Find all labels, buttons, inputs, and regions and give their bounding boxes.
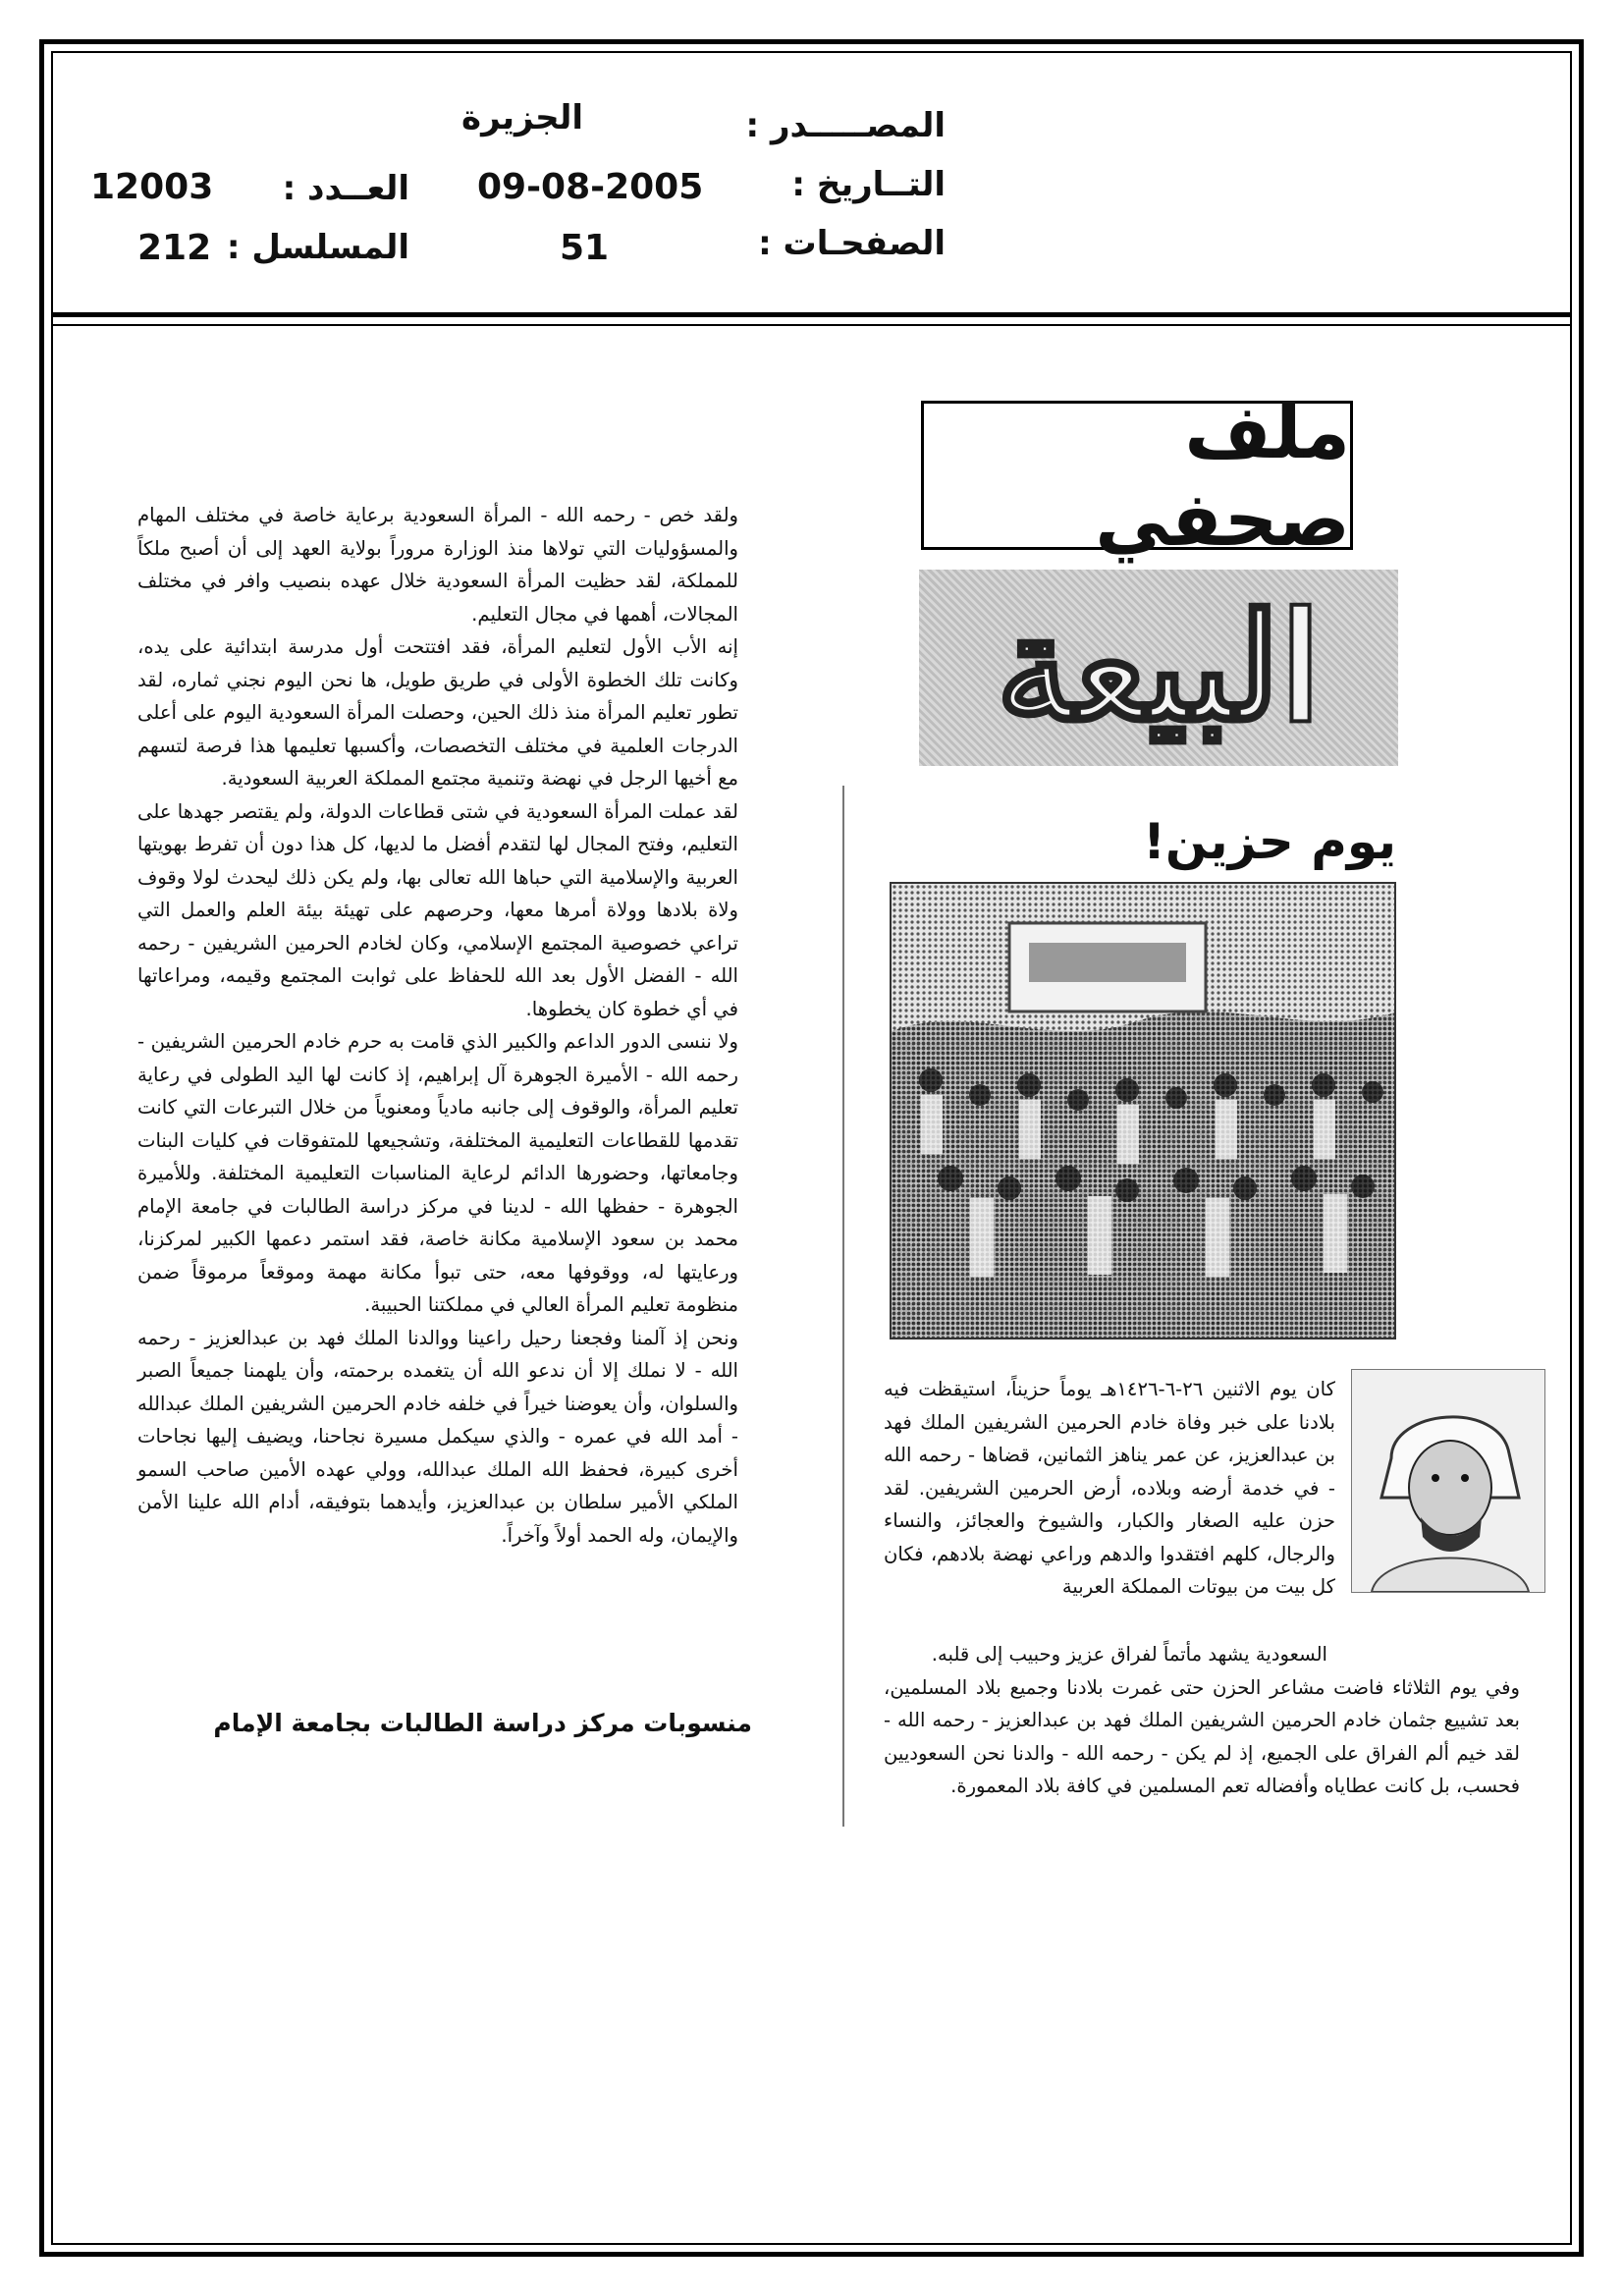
- press-file-box: [921, 388, 1353, 563]
- date-label: التــاريخ :: [791, 165, 946, 204]
- source-value: الجزيرة: [461, 98, 584, 137]
- header-divider-thin: [51, 324, 1572, 326]
- source-label: المصـــــدر :: [745, 106, 946, 145]
- date-value: 09-08-2005: [477, 167, 704, 207]
- right-article-intro: [884, 1373, 1335, 1604]
- right-article-body: [884, 1638, 1543, 1803]
- newspaper-masthead: [919, 570, 1398, 766]
- portrait-graphic: [1352, 1370, 1544, 1592]
- right-article-paragraph-2: وفي يوم الثلاثاء فاضت مشاعر الحزن حتى غمرت بلادنا وجميع بلاد المسلمين، بعد تشييع جثمان خادم الحرمين الشريفين الملك فهد بن عبدالعزيز - رحمه الله - لقد خيم ألم الفراق على الجميع، إذ لم يكن - رحمه الله - والدنا نحن السعوديين فحسب، بل كانت عطاياه وأفضاله تعم المسلمين في كافة بلاد المعمورة.: [884, 1675, 1520, 1797]
- king-portrait-photo: [1351, 1369, 1545, 1593]
- issue-label: العــدد :: [282, 169, 409, 208]
- left-article-paragraph-4: ولا ننسى الدور الداعم والكبير الذي قامت به حرم خادم الحرمين الشريفين - رحمه الله - الأميرة الجوهرة آل إبراهيم، إذ كانت لها اليد الطولى في رعاية تعليم المرأة، والوقوف إلى جانبه مادياً ومعنوياً من خلال التبرعات التي كانت تقدمها للقطاعات التعليمية المختلفة، وتشجيعها للمتفوقات في كليات البنات وجامعاتها، وحضورها الدائم لرعاية المناسبات التعليمية المختلفة. وللأميرة الجوهرة - حفظها الله - لدينا في مركز دراسة الطالبات في جامعة الإمام محمد بن سعود الإسلامية مكانة خاصة، فقد استمر دعمها الكبير لمركزنا، ورعايتها له، ووقوفها معه، حتى تبوأ مكانة مهمة وموقعاً مرموقاً ضمن منظومة تعليم المرأة العالي في مملكتنا الحبيبة.: [137, 1030, 738, 1316]
- header-divider: [51, 312, 1572, 317]
- right-article-paragraph-1-end: السعودية يشهد مأتماً لفراق عزيز وحبيب إلى قلبه.: [931, 1643, 1327, 1666]
- left-article-paragraph-2: إنه الأب الأول لتعليم المرأة، فقد افتتحت أول مدرسة ابتدائية على يده، وكانت تلك الخطوة الأولى في طريق طويل، ها نحن اليوم نجني ثماره، لقد تطور تعليم المرأة منذ ذلك الحين، وحصلت المرأة السعودية اليوم على أعلى الدرجات العلمية في مختلف التخصصات، وأكسبها تعليمها هذا فرصة لتسهم مع أخيها الرجل في نهضة وتنمية مجتمع المملكة العربية السعودية.: [137, 635, 738, 790]
- left-article-paragraph-5: ونحن إذ آلمنا وفجعنا رحيل راعينا ووالدنا الملك فهد بن عبدالعزيز - رحمه الله - لا نملك إلا أن ندعو الله أن يتغمده برحمته، وأن يلهمنا جميعاً الصبر والسلوان، وأن يعوضنا خيراً في خلفه خادم الحرمين الشريفين الملك عبدالله - أمد الله في عمره - والذي سيكمل مسيرة نجاحنا، ويضيف إليها نجاحات أخرى كبيرة، فحفظ الله الملك عبدالله، وولي عهده الأمين صاحب السمو الملكي الأمير سلطان بن عبدالعزيز، وأيدهما بتوفيقه، أدام الله علينا الأمن والإيمان، وله الحمد أولاً وآخراً.: [137, 1326, 738, 1547]
- crowd-photo-graphic: [892, 884, 1396, 1339]
- article-headline: يوم حزين!: [1143, 813, 1396, 870]
- press-file-label: ملف صحفي: [1095, 388, 1350, 563]
- left-article: [137, 499, 762, 1552]
- pages-value: 51: [560, 228, 610, 268]
- left-article-paragraph-3: لقد عملت المرأة السعودية في شتى قطاعات الدولة، ولم يقتصر جهدها على التعليم، وفتح المجال لها لتقدم أفضل ما لديها، كل هذا دون أن تفرط بهويتها العربية والإسلامية التي حباها الله تعالى بها، ولم يكن ذلك ليحدث لولا وقوف ولاة بلادها وولاة أمرها معها، وحرصهم على تهيئة بيئة العلم والعمل التي تراعي خصوصية المجتمع الإسلامي، وكان لخادم الحرمين الشريفين - رحمه الله - الفضل الأول بعد الله للحفاظ على ثوابت المجتمع وقيمه، ومراعاتها في أي خطوة كان يخطوها.: [137, 799, 738, 1020]
- pages-label: الصفحـات :: [758, 224, 946, 263]
- issue-value: 12003: [90, 167, 214, 207]
- article-signature: منسوبات مركز دراسة الطالبات بجامعة الإمام: [213, 1709, 752, 1737]
- serial-value: 212: [137, 228, 212, 268]
- column-divider: [842, 786, 844, 1827]
- left-article-paragraph-1: ولقد خص - رحمه الله - المرأة السعودية برعاية خاصة في مختلف المهام والمسؤوليات التي تولاها منذ الوزارة مروراً بولاية العهد إلى أن أصبح ملكاً للمملكة، لقد حظيت المرأة السعودية خلال عهده بنصيب وافر في مختلف المجالات، أهمها في مجال التعليم.: [137, 504, 738, 626]
- serial-label: المسلسل :: [226, 228, 409, 267]
- funeral-crowd-photo: [890, 882, 1396, 1339]
- masthead-title: البيعة: [996, 581, 1322, 754]
- right-article-paragraph-1: كان يوم الاثنين ٢٦-٦-١٤٢٦هـ يوماً حزيناً، استيقظت فيه بلادنا على خبر وفاة خادم الحرمين الشريفين الملك فهد بن عبدالعزيز، عن عمر يناهز الثمانين، قضاها - رحمه الله - في خدمة أرضه وبلاده، أرض الحرمين الشريفين. لقد حزن عليه الصغار والكبار، والشيوخ والعجائز، والنساء والرجال، كلهم افتقدوا والدهم وراعي نهضة بلادهم، فكان كل بيت من بيوتات المملكة العربية: [884, 1378, 1335, 1598]
